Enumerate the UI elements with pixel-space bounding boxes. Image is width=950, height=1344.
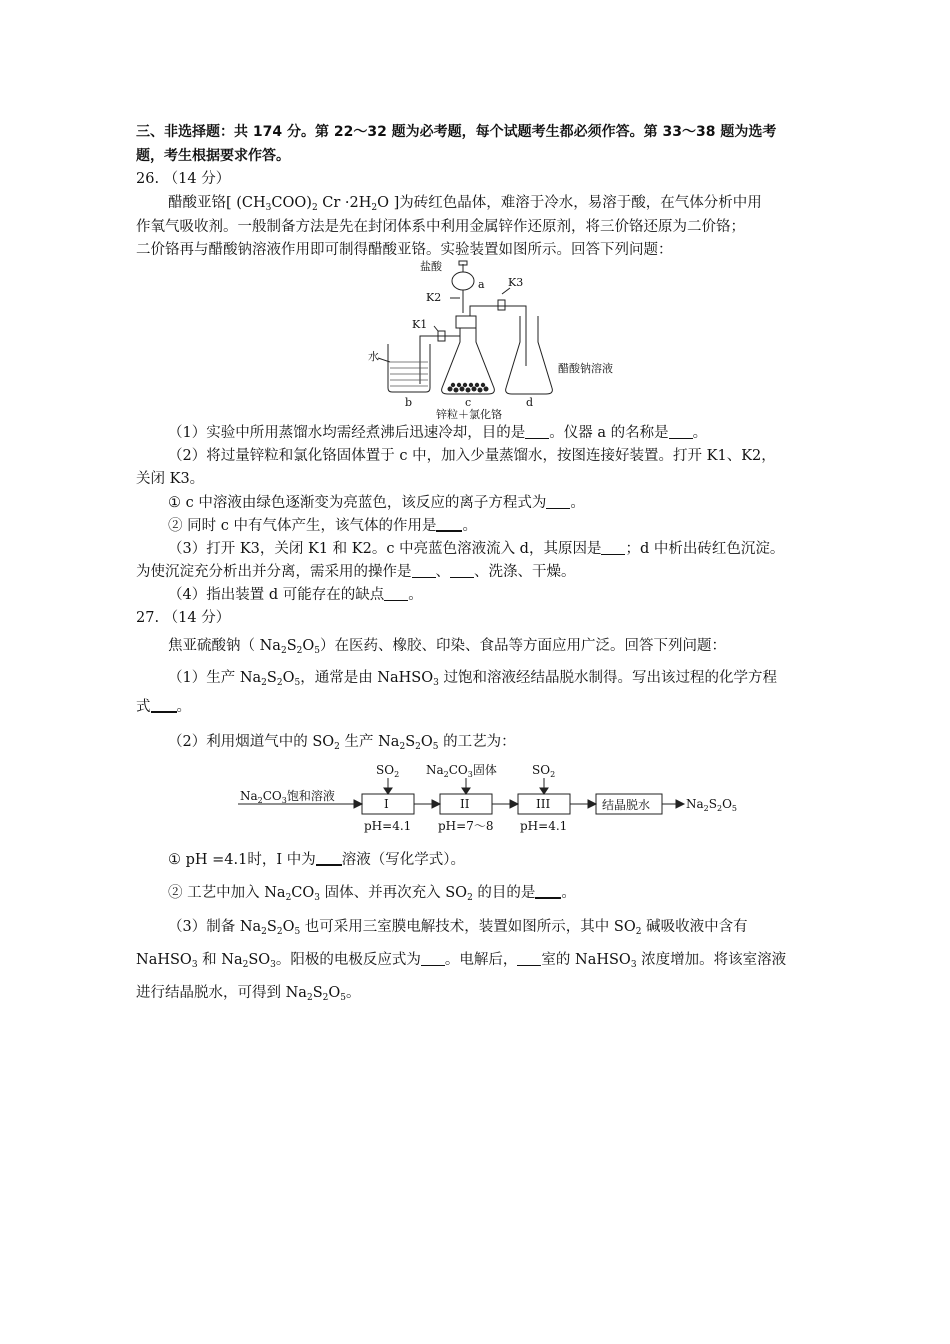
section-header-line2: 题，考生根据要求作答。 [136,148,290,164]
q27-sub3-line1: （3）制备 $Na_2S_2O_5$ 也可采用三室膜电解技术，装置如图所示，其中 $SO_2$ 碱吸收液中含有 [168,919,748,937]
section-header-line1: 三、非选择题：共 174 分。第 22～32 题为必考题，每个试题考生都必须作答。第 33～38 题为选考 [136,124,777,140]
q26-sub4: （4）指出装置 d 可能存在的缺点 。 [168,587,423,603]
flow-ph-1: pH=4.1 [364,819,412,833]
flow-na2co3-solid: $Na_2CO_3$固体 [426,763,497,779]
q27-sub3-line2: NaHSO$_3$ 和 $Na_2SO_3$。阳极的电极反应式为 。电解后， 室的 NaHSO$_3$ 浓度增加。将该室溶液 [136,952,787,970]
q26-para2: 作氧气吸收剂。一般制备方法是先在封闭体系中利用金属锌作还原剂，将三价铬还原为二价铬； [136,219,745,235]
q26-para1: 醋酸亚铬[ $(CH_3COO)_2$ $Cr \cdot 2H_2O$ ]为砖红色晶体，难溶于冷水，易溶于酸，在气体分析中用 [168,195,762,213]
q26-para3: 二价铬再与醋酸钠溶液作用即可制得醋酸亚铬。实验装置如图所示。回答下列问题： [136,242,673,258]
q26-sub2-line2: 关闭 K3。 [136,471,205,487]
q27-sub2-item1: ① pH =4.1时，I 中为 溶液（写化学式）。 [168,852,465,868]
flow-product: $Na_2S_2O_5$ [686,797,738,813]
label-hcl: 盐酸 [420,260,442,273]
label-sodium-acetate: 醋酸钠溶液 [558,362,613,375]
flow-box-2: II [460,797,470,811]
label-k3: K3 [508,276,524,289]
flow-box-4: 结晶脱水 [602,798,651,812]
q27-sub2: （2）利用烟道气中的 $SO_2$ 生产 $Na_2S_2O_5$ 的工艺为： [168,734,516,752]
label-b: b [405,396,413,409]
q27-sub2-item2: ② 工艺中加入 $Na_2CO_3$ 固体、并再次充入 $SO_2$ 的目的是 。 [168,885,576,903]
flow-box-1: I [384,797,389,811]
q27-heading: 27. （14 分） [136,610,231,626]
q27-sub1-line1: （1）生产 $Na_2S_2O_5$，通常是由 NaHSO$_3$ 过饱和溶液经结晶脱水制得。写出该过程的化学方程 [168,670,777,688]
q26-sub3-line1: （3）打开 K3，关闭 K1 和 K2。c 中亮蓝色溶液流入 d，其原因是 ；d 中析出砖红色沉淀。 [168,541,785,557]
flow-so2-1: $SO_2$ [376,763,400,779]
label-c: c [465,396,472,409]
q26-heading: 26. （14 分） [136,171,231,187]
flow-so2-2: $SO_2$ [532,763,556,779]
q27-sub3-line3: 进行结晶脱水，可得到 $Na_2S_2O_5$。 [136,985,361,1003]
flow-box-3: III [536,797,551,811]
label-d: d [526,396,534,409]
label-a: a [478,278,485,291]
q26-sub2-item1: ① c 中溶液由绿色逐渐变为亮蓝色，该反应的离子方程式为 。 [168,495,585,511]
label-zinc-chromium: 锌粒＋氯化铬 [436,408,502,420]
q26-sub2-line1: （2）将过量锌粒和氯化铬固体置于 c 中，加入少量蒸馏水，按图连接好装置。打开 K1、K2， [168,448,776,464]
q26-sub2-item2: ② 同时 c 中有气体产生，该气体的作用是 。 [168,518,477,534]
process-flow-diagram [236,760,746,840]
q27-para1: 焦亚硫酸钠（ $Na_2S_2O_5$）在医药、橡胶、印染、食品等方面应用广泛。回答下列问题： [168,638,726,656]
q27-sub1-line2: 式 。 [136,699,191,715]
label-k1: K1 [412,318,428,331]
flow-ph-3: pH=4.1 [520,819,568,833]
apparatus-diagram [360,258,640,420]
flow-ph-2: pH=7～8 [438,819,494,833]
q26-sub3-line2: 为使沉淀充分析出并分离，需采用的操作是 、 、洗涤、干燥。 [136,564,576,580]
flow-feed: $Na_2CO_3$饱和溶液 [240,789,335,805]
label-water: 水 [368,350,379,363]
label-k2: K2 [426,291,442,304]
q26-sub1: （1）实验中所用蒸馏水均需经煮沸后迅速冷却，目的是 。仪器 a 的名称是 。 [168,425,708,441]
